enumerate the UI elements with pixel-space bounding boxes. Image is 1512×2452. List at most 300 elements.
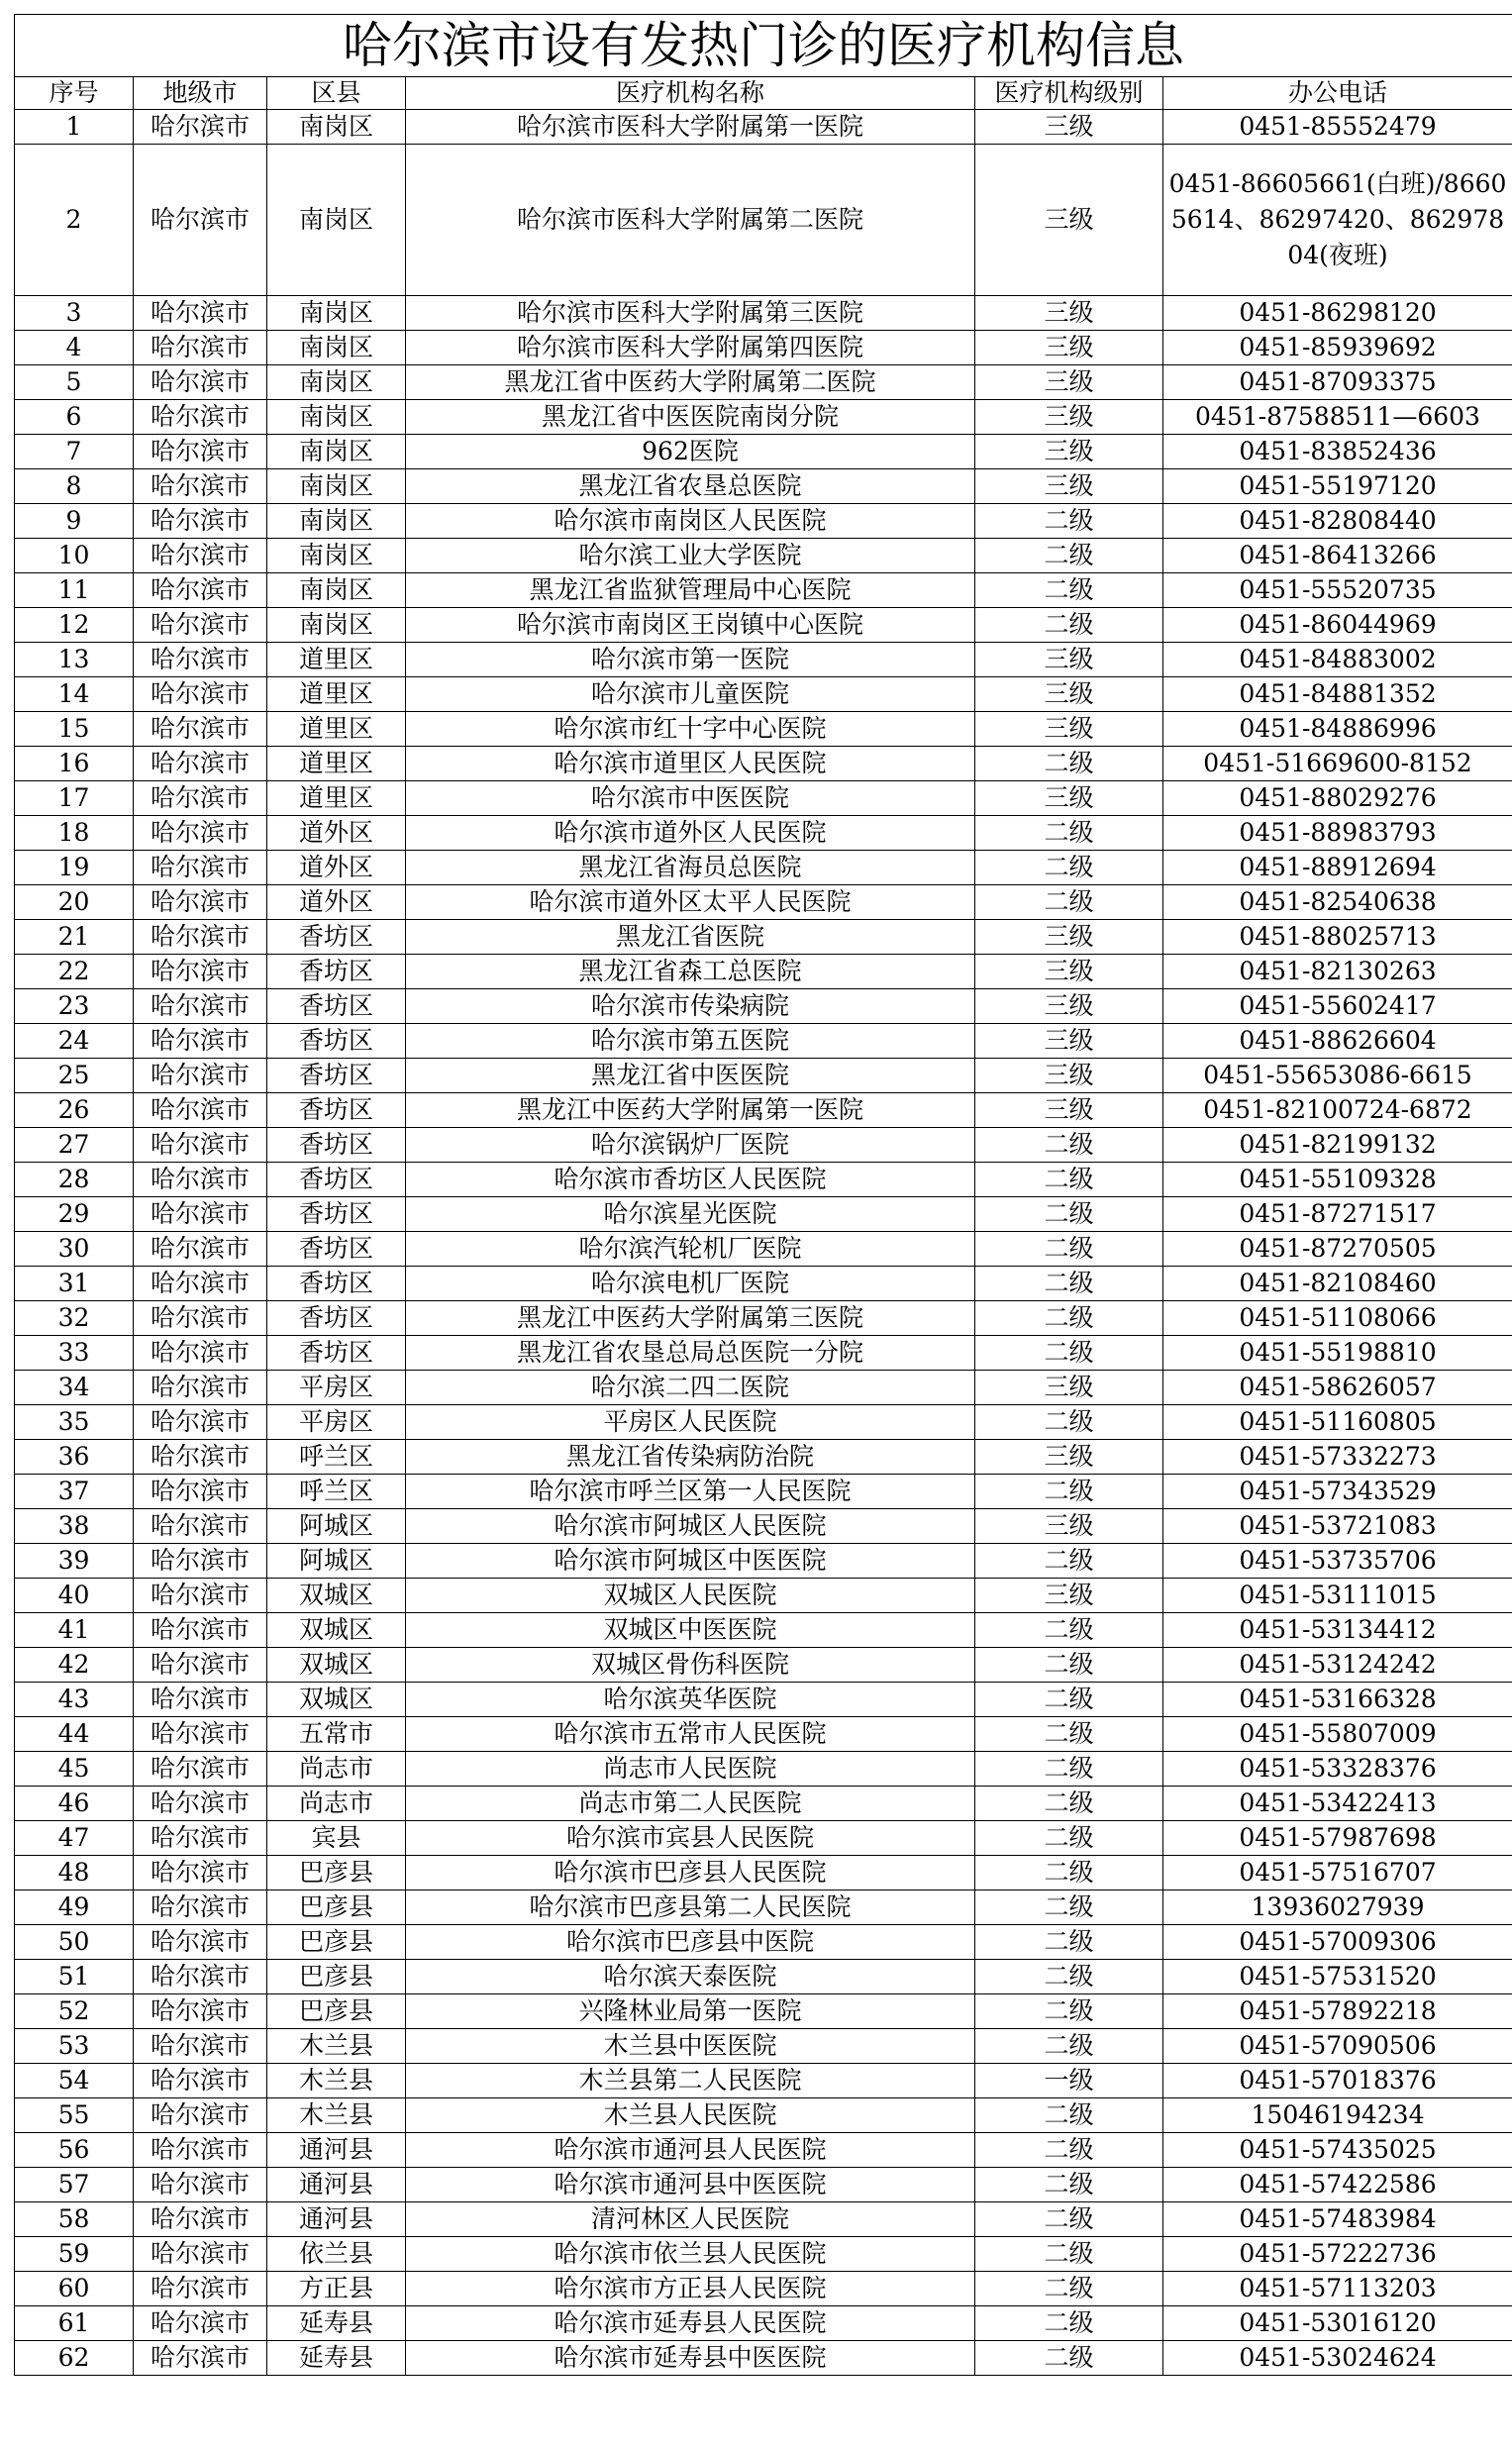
cell-phone: 0451-82199132 [1163, 1128, 1512, 1163]
cell-index: 8 [15, 469, 134, 504]
cell-city: 哈尔滨市 [134, 816, 267, 851]
cell-index: 42 [15, 1648, 134, 1683]
cell-district: 香坊区 [267, 1267, 406, 1301]
cell-phone: 0451-57987698 [1163, 1821, 1512, 1856]
cell-city: 哈尔滨市 [134, 400, 267, 435]
cell-phone: 0451-83852436 [1163, 435, 1512, 469]
cell-district: 尚志市 [267, 1752, 406, 1787]
cell-hospital-name: 黑龙江省中医医院南岗分院 [406, 400, 975, 435]
header-row [15, 77, 1512, 110]
cell-phone: 0451-57516707 [1163, 1856, 1512, 1890]
cell-phone: 0451-53422413 [1163, 1787, 1512, 1821]
cell-district: 双城区 [267, 1579, 406, 1613]
cell-district: 巴彦县 [267, 1890, 406, 1925]
cell-level: 二级 [975, 1925, 1163, 1960]
cell-index: 15 [15, 712, 134, 747]
cell-level: 三级 [975, 677, 1163, 712]
cell-district: 香坊区 [267, 1301, 406, 1336]
cell-index: 40 [15, 1579, 134, 1613]
cell-district: 木兰县 [267, 2098, 406, 2133]
table-row [15, 1579, 1512, 1613]
cell-hospital-name: 哈尔滨汽轮机厂医院 [406, 1232, 975, 1267]
cell-city: 哈尔滨市 [134, 1648, 267, 1683]
cell-level: 二级 [975, 1752, 1163, 1787]
cell-level: 二级 [975, 539, 1163, 573]
cell-index: 48 [15, 1856, 134, 1890]
cell-phone: 0451-82108460 [1163, 1267, 1512, 1301]
cell-city: 哈尔滨市 [134, 677, 267, 712]
cell-city: 哈尔滨市 [134, 608, 267, 643]
cell-level: 二级 [975, 1717, 1163, 1752]
cell-phone: 0451-57009306 [1163, 1925, 1512, 1960]
cell-level: 二级 [975, 1301, 1163, 1336]
cell-index: 35 [15, 1405, 134, 1440]
cell-hospital-name: 黑龙江省森工总医院 [406, 955, 975, 989]
cell-city: 哈尔滨市 [134, 1717, 267, 1752]
cell-city: 哈尔滨市 [134, 469, 267, 504]
cell-index: 34 [15, 1371, 134, 1405]
table-row [15, 1890, 1512, 1925]
header-city: 地级市 [134, 77, 267, 110]
cell-hospital-name: 哈尔滨市儿童医院 [406, 677, 975, 712]
cell-phone: 0451-55602417 [1163, 989, 1512, 1024]
cell-city: 哈尔滨市 [134, 1752, 267, 1787]
cell-city: 哈尔滨市 [134, 920, 267, 955]
cell-level: 二级 [975, 1197, 1163, 1232]
cell-phone: 0451-53111015 [1163, 1579, 1512, 1613]
cell-index: 31 [15, 1267, 134, 1301]
cell-level: 三级 [975, 400, 1163, 435]
cell-index: 10 [15, 539, 134, 573]
cell-hospital-name: 哈尔滨天泰医院 [406, 1960, 975, 1994]
cell-hospital-name: 尚志市第二人民医院 [406, 1787, 975, 1821]
cell-level: 二级 [975, 1267, 1163, 1301]
table-row [15, 1232, 1512, 1267]
table-row [15, 1787, 1512, 1821]
cell-district: 通河县 [267, 2133, 406, 2168]
cell-level: 三级 [975, 296, 1163, 331]
cell-city: 哈尔滨市 [134, 1197, 267, 1232]
cell-city: 哈尔滨市 [134, 1925, 267, 1960]
table-row [15, 2306, 1512, 2341]
table-row [15, 885, 1512, 920]
cell-district: 南岗区 [267, 608, 406, 643]
cell-phone: 0451-57332273 [1163, 1440, 1512, 1475]
cell-hospital-name: 哈尔滨市通河县中医医院 [406, 2168, 975, 2202]
cell-hospital-name: 哈尔滨工业大学医院 [406, 539, 975, 573]
cell-phone: 0451-85552479 [1163, 110, 1512, 145]
cell-phone: 0451-53328376 [1163, 1752, 1512, 1787]
cell-district: 南岗区 [267, 504, 406, 539]
cell-district: 香坊区 [267, 1197, 406, 1232]
cell-level: 二级 [975, 2029, 1163, 2064]
cell-district: 香坊区 [267, 1336, 406, 1371]
table-row [15, 747, 1512, 781]
table-row [15, 1197, 1512, 1232]
table-row [15, 1994, 1512, 2029]
cell-index: 59 [15, 2237, 134, 2272]
cell-phone: 0451-51108066 [1163, 1301, 1512, 1336]
cell-hospital-name: 双城区人民医院 [406, 1579, 975, 1613]
table-row [15, 2064, 1512, 2098]
cell-district: 巴彦县 [267, 1856, 406, 1890]
cell-phone: 0451-53166328 [1163, 1683, 1512, 1717]
cell-district: 道里区 [267, 643, 406, 677]
cell-level: 二级 [975, 1821, 1163, 1856]
cell-level: 二级 [975, 1128, 1163, 1163]
cell-district: 香坊区 [267, 1059, 406, 1093]
cell-index: 24 [15, 1024, 134, 1059]
cell-index: 45 [15, 1752, 134, 1787]
cell-index: 26 [15, 1093, 134, 1128]
table-row [15, 1925, 1512, 1960]
cell-hospital-name: 尚志市人民医院 [406, 1752, 975, 1787]
cell-city: 哈尔滨市 [134, 1683, 267, 1717]
cell-index: 39 [15, 1544, 134, 1579]
header-hospital-name: 医疗机构名称 [406, 77, 975, 110]
cell-district: 延寿县 [267, 2341, 406, 2376]
cell-phone: 0451-57222736 [1163, 2237, 1512, 2272]
table-row [15, 920, 1512, 955]
cell-level: 一级 [975, 2064, 1163, 2098]
cell-index: 49 [15, 1890, 134, 1925]
cell-phone: 0451-55198810 [1163, 1336, 1512, 1371]
cell-city: 哈尔滨市 [134, 435, 267, 469]
cell-district: 南岗区 [267, 435, 406, 469]
cell-hospital-name: 哈尔滨市第五医院 [406, 1024, 975, 1059]
cell-city: 哈尔滨市 [134, 573, 267, 608]
cell-city: 哈尔滨市 [134, 1579, 267, 1613]
cell-phone: 0451-86298120 [1163, 296, 1512, 331]
cell-city: 哈尔滨市 [134, 1509, 267, 1544]
cell-index: 16 [15, 747, 134, 781]
cell-index: 47 [15, 1821, 134, 1856]
table-row [15, 1509, 1512, 1544]
cell-city: 哈尔滨市 [134, 110, 267, 145]
cell-hospital-name: 黑龙江省农垦总医院 [406, 469, 975, 504]
cell-city: 哈尔滨市 [134, 1059, 267, 1093]
cell-city: 哈尔滨市 [134, 1544, 267, 1579]
cell-phone: 0451-88029276 [1163, 781, 1512, 816]
cell-hospital-name: 哈尔滨市道外区人民医院 [406, 816, 975, 851]
table-row [15, 1821, 1512, 1856]
table-row [15, 1856, 1512, 1890]
cell-hospital-name: 哈尔滨电机厂医院 [406, 1267, 975, 1301]
cell-hospital-name: 哈尔滨二四二医院 [406, 1371, 975, 1405]
cell-district: 南岗区 [267, 110, 406, 145]
cell-level: 二级 [975, 1683, 1163, 1717]
cell-index: 25 [15, 1059, 134, 1093]
table-row [15, 1128, 1512, 1163]
cell-district: 香坊区 [267, 1024, 406, 1059]
cell-hospital-name: 黑龙江省医院 [406, 920, 975, 955]
cell-hospital-name: 哈尔滨市巴彦县人民医院 [406, 1856, 975, 1890]
cell-district: 道里区 [267, 747, 406, 781]
cell-city: 哈尔滨市 [134, 1890, 267, 1925]
cell-phone: 15046194234 [1163, 2098, 1512, 2133]
cell-phone: 0451-85939692 [1163, 331, 1512, 365]
cell-district: 香坊区 [267, 1163, 406, 1197]
cell-city: 哈尔滨市 [134, 2237, 267, 2272]
cell-district: 方正县 [267, 2272, 406, 2306]
table-row [15, 435, 1512, 469]
cell-hospital-name: 哈尔滨市阿城区中医医院 [406, 1544, 975, 1579]
cell-index: 51 [15, 1960, 134, 1994]
hospital-table [14, 14, 1512, 2376]
cell-city: 哈尔滨市 [134, 851, 267, 885]
cell-index: 57 [15, 2168, 134, 2202]
cell-district: 双城区 [267, 1683, 406, 1717]
cell-level: 二级 [975, 2133, 1163, 2168]
cell-hospital-name: 哈尔滨市医科大学附属第三医院 [406, 296, 975, 331]
cell-phone: 0451-84883002 [1163, 643, 1512, 677]
cell-city: 哈尔滨市 [134, 1994, 267, 2029]
cell-city: 哈尔滨市 [134, 2029, 267, 2064]
cell-index: 61 [15, 2306, 134, 2341]
cell-index: 44 [15, 1717, 134, 1752]
cell-index: 22 [15, 955, 134, 989]
cell-phone: 0451-86605661(白班)/86605614、86297420、86297804(夜班) [1163, 145, 1512, 296]
cell-city: 哈尔滨市 [134, 2098, 267, 2133]
cell-district: 南岗区 [267, 331, 406, 365]
cell-hospital-name: 哈尔滨市宾县人民医院 [406, 1821, 975, 1856]
cell-level: 二级 [975, 747, 1163, 781]
cell-hospital-name: 平房区人民医院 [406, 1405, 975, 1440]
cell-district: 通河县 [267, 2168, 406, 2202]
cell-hospital-name: 哈尔滨市传染病院 [406, 989, 975, 1024]
cell-city: 哈尔滨市 [134, 643, 267, 677]
cell-level: 三级 [975, 1579, 1163, 1613]
table-row [15, 110, 1512, 145]
cell-hospital-name: 哈尔滨市道外区太平人民医院 [406, 885, 975, 920]
cell-index: 20 [15, 885, 134, 920]
cell-district: 尚志市 [267, 1787, 406, 1821]
cell-district: 南岗区 [267, 145, 406, 296]
cell-level: 二级 [975, 504, 1163, 539]
table-row [15, 2272, 1512, 2306]
cell-phone: 0451-58626057 [1163, 1371, 1512, 1405]
cell-hospital-name: 962医院 [406, 435, 975, 469]
table-row [15, 1544, 1512, 1579]
cell-level: 三级 [975, 1440, 1163, 1475]
cell-hospital-name: 哈尔滨市香坊区人民医院 [406, 1163, 975, 1197]
table-row [15, 1440, 1512, 1475]
cell-city: 哈尔滨市 [134, 955, 267, 989]
cell-hospital-name: 哈尔滨市阿城区人民医院 [406, 1509, 975, 1544]
cell-phone: 0451-84886996 [1163, 712, 1512, 747]
table-row [15, 504, 1512, 539]
cell-district: 香坊区 [267, 1232, 406, 1267]
cell-index: 50 [15, 1925, 134, 1960]
cell-district: 木兰县 [267, 2029, 406, 2064]
cell-level: 二级 [975, 1475, 1163, 1509]
cell-city: 哈尔滨市 [134, 2272, 267, 2306]
cell-phone: 0451-86413266 [1163, 539, 1512, 573]
cell-level: 三级 [975, 989, 1163, 1024]
cell-level: 二级 [975, 1787, 1163, 1821]
cell-hospital-name: 双城区中医医院 [406, 1613, 975, 1648]
table-row [15, 2029, 1512, 2064]
cell-hospital-name: 黑龙江中医药大学附属第三医院 [406, 1301, 975, 1336]
cell-city: 哈尔滨市 [134, 1024, 267, 1059]
cell-district: 五常市 [267, 1717, 406, 1752]
cell-index: 41 [15, 1613, 134, 1648]
table-row [15, 1024, 1512, 1059]
cell-level: 二级 [975, 851, 1163, 885]
cell-index: 38 [15, 1509, 134, 1544]
cell-phone: 0451-82100724-6872 [1163, 1093, 1512, 1128]
cell-phone: 0451-55109328 [1163, 1163, 1512, 1197]
cell-phone: 0451-82540638 [1163, 885, 1512, 920]
cell-level: 二级 [975, 1890, 1163, 1925]
cell-hospital-name: 哈尔滨市五常市人民医院 [406, 1717, 975, 1752]
cell-district: 宾县 [267, 1821, 406, 1856]
cell-city: 哈尔滨市 [134, 2306, 267, 2341]
cell-level: 二级 [975, 1405, 1163, 1440]
table-row [15, 1059, 1512, 1093]
cell-phone: 0451-51669600-8152 [1163, 747, 1512, 781]
cell-hospital-name: 哈尔滨市南岗区人民医院 [406, 504, 975, 539]
cell-city: 哈尔滨市 [134, 1336, 267, 1371]
cell-level: 三级 [975, 469, 1163, 504]
cell-level: 三级 [975, 1059, 1163, 1093]
table-row [15, 1960, 1512, 1994]
cell-phone: 0451-82130263 [1163, 955, 1512, 989]
cell-phone: 0451-87270505 [1163, 1232, 1512, 1267]
cell-index: 52 [15, 1994, 134, 2029]
cell-hospital-name: 哈尔滨市方正县人民医院 [406, 2272, 975, 2306]
table-row [15, 2341, 1512, 2376]
cell-phone: 0451-88912694 [1163, 851, 1512, 885]
cell-level: 三级 [975, 1371, 1163, 1405]
cell-index: 53 [15, 2029, 134, 2064]
cell-index: 9 [15, 504, 134, 539]
cell-index: 32 [15, 1301, 134, 1336]
table-row [15, 1648, 1512, 1683]
cell-level: 二级 [975, 1163, 1163, 1197]
cell-district: 香坊区 [267, 1093, 406, 1128]
cell-phone: 0451-57892218 [1163, 1994, 1512, 2029]
cell-city: 哈尔滨市 [134, 1371, 267, 1405]
cell-index: 60 [15, 2272, 134, 2306]
cell-level: 三级 [975, 781, 1163, 816]
cell-hospital-name: 兴隆林业局第一医院 [406, 1994, 975, 2029]
cell-hospital-name: 木兰县第二人民医院 [406, 2064, 975, 2098]
table-row [15, 331, 1512, 365]
cell-level: 三级 [975, 110, 1163, 145]
cell-city: 哈尔滨市 [134, 781, 267, 816]
cell-hospital-name: 哈尔滨市巴彦县第二人民医院 [406, 1890, 975, 1925]
cell-index: 19 [15, 851, 134, 885]
cell-phone: 0451-86044969 [1163, 608, 1512, 643]
cell-city: 哈尔滨市 [134, 539, 267, 573]
cell-level: 二级 [975, 2202, 1163, 2237]
cell-level: 二级 [975, 1960, 1163, 1994]
cell-district: 道里区 [267, 781, 406, 816]
table-row [15, 1336, 1512, 1371]
cell-city: 哈尔滨市 [134, 712, 267, 747]
cell-hospital-name: 哈尔滨英华医院 [406, 1683, 975, 1717]
cell-level: 三级 [975, 145, 1163, 296]
cell-index: 1 [15, 110, 134, 145]
table-row [15, 1093, 1512, 1128]
table-row [15, 400, 1512, 435]
table-row [15, 643, 1512, 677]
cell-district: 南岗区 [267, 573, 406, 608]
cell-district: 香坊区 [267, 920, 406, 955]
cell-level: 二级 [975, 608, 1163, 643]
cell-index: 12 [15, 608, 134, 643]
cell-city: 哈尔滨市 [134, 747, 267, 781]
table-row [15, 1371, 1512, 1405]
cell-index: 7 [15, 435, 134, 469]
cell-level: 三级 [975, 435, 1163, 469]
cell-district: 双城区 [267, 1648, 406, 1683]
cell-district: 巴彦县 [267, 1960, 406, 1994]
spreadsheet [14, 14, 1512, 2376]
cell-index: 13 [15, 643, 134, 677]
cell-phone: 0451-53735706 [1163, 1544, 1512, 1579]
cell-phone: 0451-88983793 [1163, 816, 1512, 851]
cell-level: 三级 [975, 712, 1163, 747]
cell-city: 哈尔滨市 [134, 1093, 267, 1128]
cell-district: 香坊区 [267, 955, 406, 989]
cell-index: 28 [15, 1163, 134, 1197]
cell-district: 呼兰区 [267, 1475, 406, 1509]
cell-hospital-name: 黑龙江省监狱管理局中心医院 [406, 573, 975, 608]
cell-city: 哈尔滨市 [134, 885, 267, 920]
cell-index: 33 [15, 1336, 134, 1371]
cell-phone: 13936027939 [1163, 1890, 1512, 1925]
header-district: 区县 [267, 77, 406, 110]
table-row [15, 1752, 1512, 1787]
cell-district: 阿城区 [267, 1544, 406, 1579]
cell-city: 哈尔滨市 [134, 1787, 267, 1821]
cell-index: 54 [15, 2064, 134, 2098]
cell-city: 哈尔滨市 [134, 1960, 267, 1994]
cell-city: 哈尔滨市 [134, 145, 267, 296]
cell-hospital-name: 黑龙江中医药大学附属第一医院 [406, 1093, 975, 1128]
table-row [15, 989, 1512, 1024]
table-row [15, 296, 1512, 331]
cell-city: 哈尔滨市 [134, 331, 267, 365]
cell-district: 延寿县 [267, 2306, 406, 2341]
table-row [15, 677, 1512, 712]
table-row [15, 539, 1512, 573]
cell-phone: 0451-57018376 [1163, 2064, 1512, 2098]
cell-phone: 0451-57531520 [1163, 1960, 1512, 1994]
cell-city: 哈尔滨市 [134, 2341, 267, 2376]
header-hospital-level: 医疗机构级别 [975, 77, 1163, 110]
cell-district: 道外区 [267, 885, 406, 920]
cell-district: 香坊区 [267, 1128, 406, 1163]
cell-index: 14 [15, 677, 134, 712]
cell-hospital-name: 哈尔滨市医科大学附属第四医院 [406, 331, 975, 365]
cell-hospital-name: 哈尔滨市通河县人民医院 [406, 2133, 975, 2168]
table-row [15, 469, 1512, 504]
cell-phone: 0451-53721083 [1163, 1509, 1512, 1544]
cell-phone: 0451-53134412 [1163, 1613, 1512, 1648]
cell-index: 17 [15, 781, 134, 816]
cell-city: 哈尔滨市 [134, 1475, 267, 1509]
table-row [15, 2237, 1512, 2272]
cell-level: 二级 [975, 1613, 1163, 1648]
cell-hospital-name: 哈尔滨市红十字中心医院 [406, 712, 975, 747]
table-row [15, 2168, 1512, 2202]
cell-city: 哈尔滨市 [134, 2202, 267, 2237]
table-title: 哈尔滨市设有发热门诊的医疗机构信息 [15, 15, 1512, 77]
cell-city: 哈尔滨市 [134, 2064, 267, 2098]
